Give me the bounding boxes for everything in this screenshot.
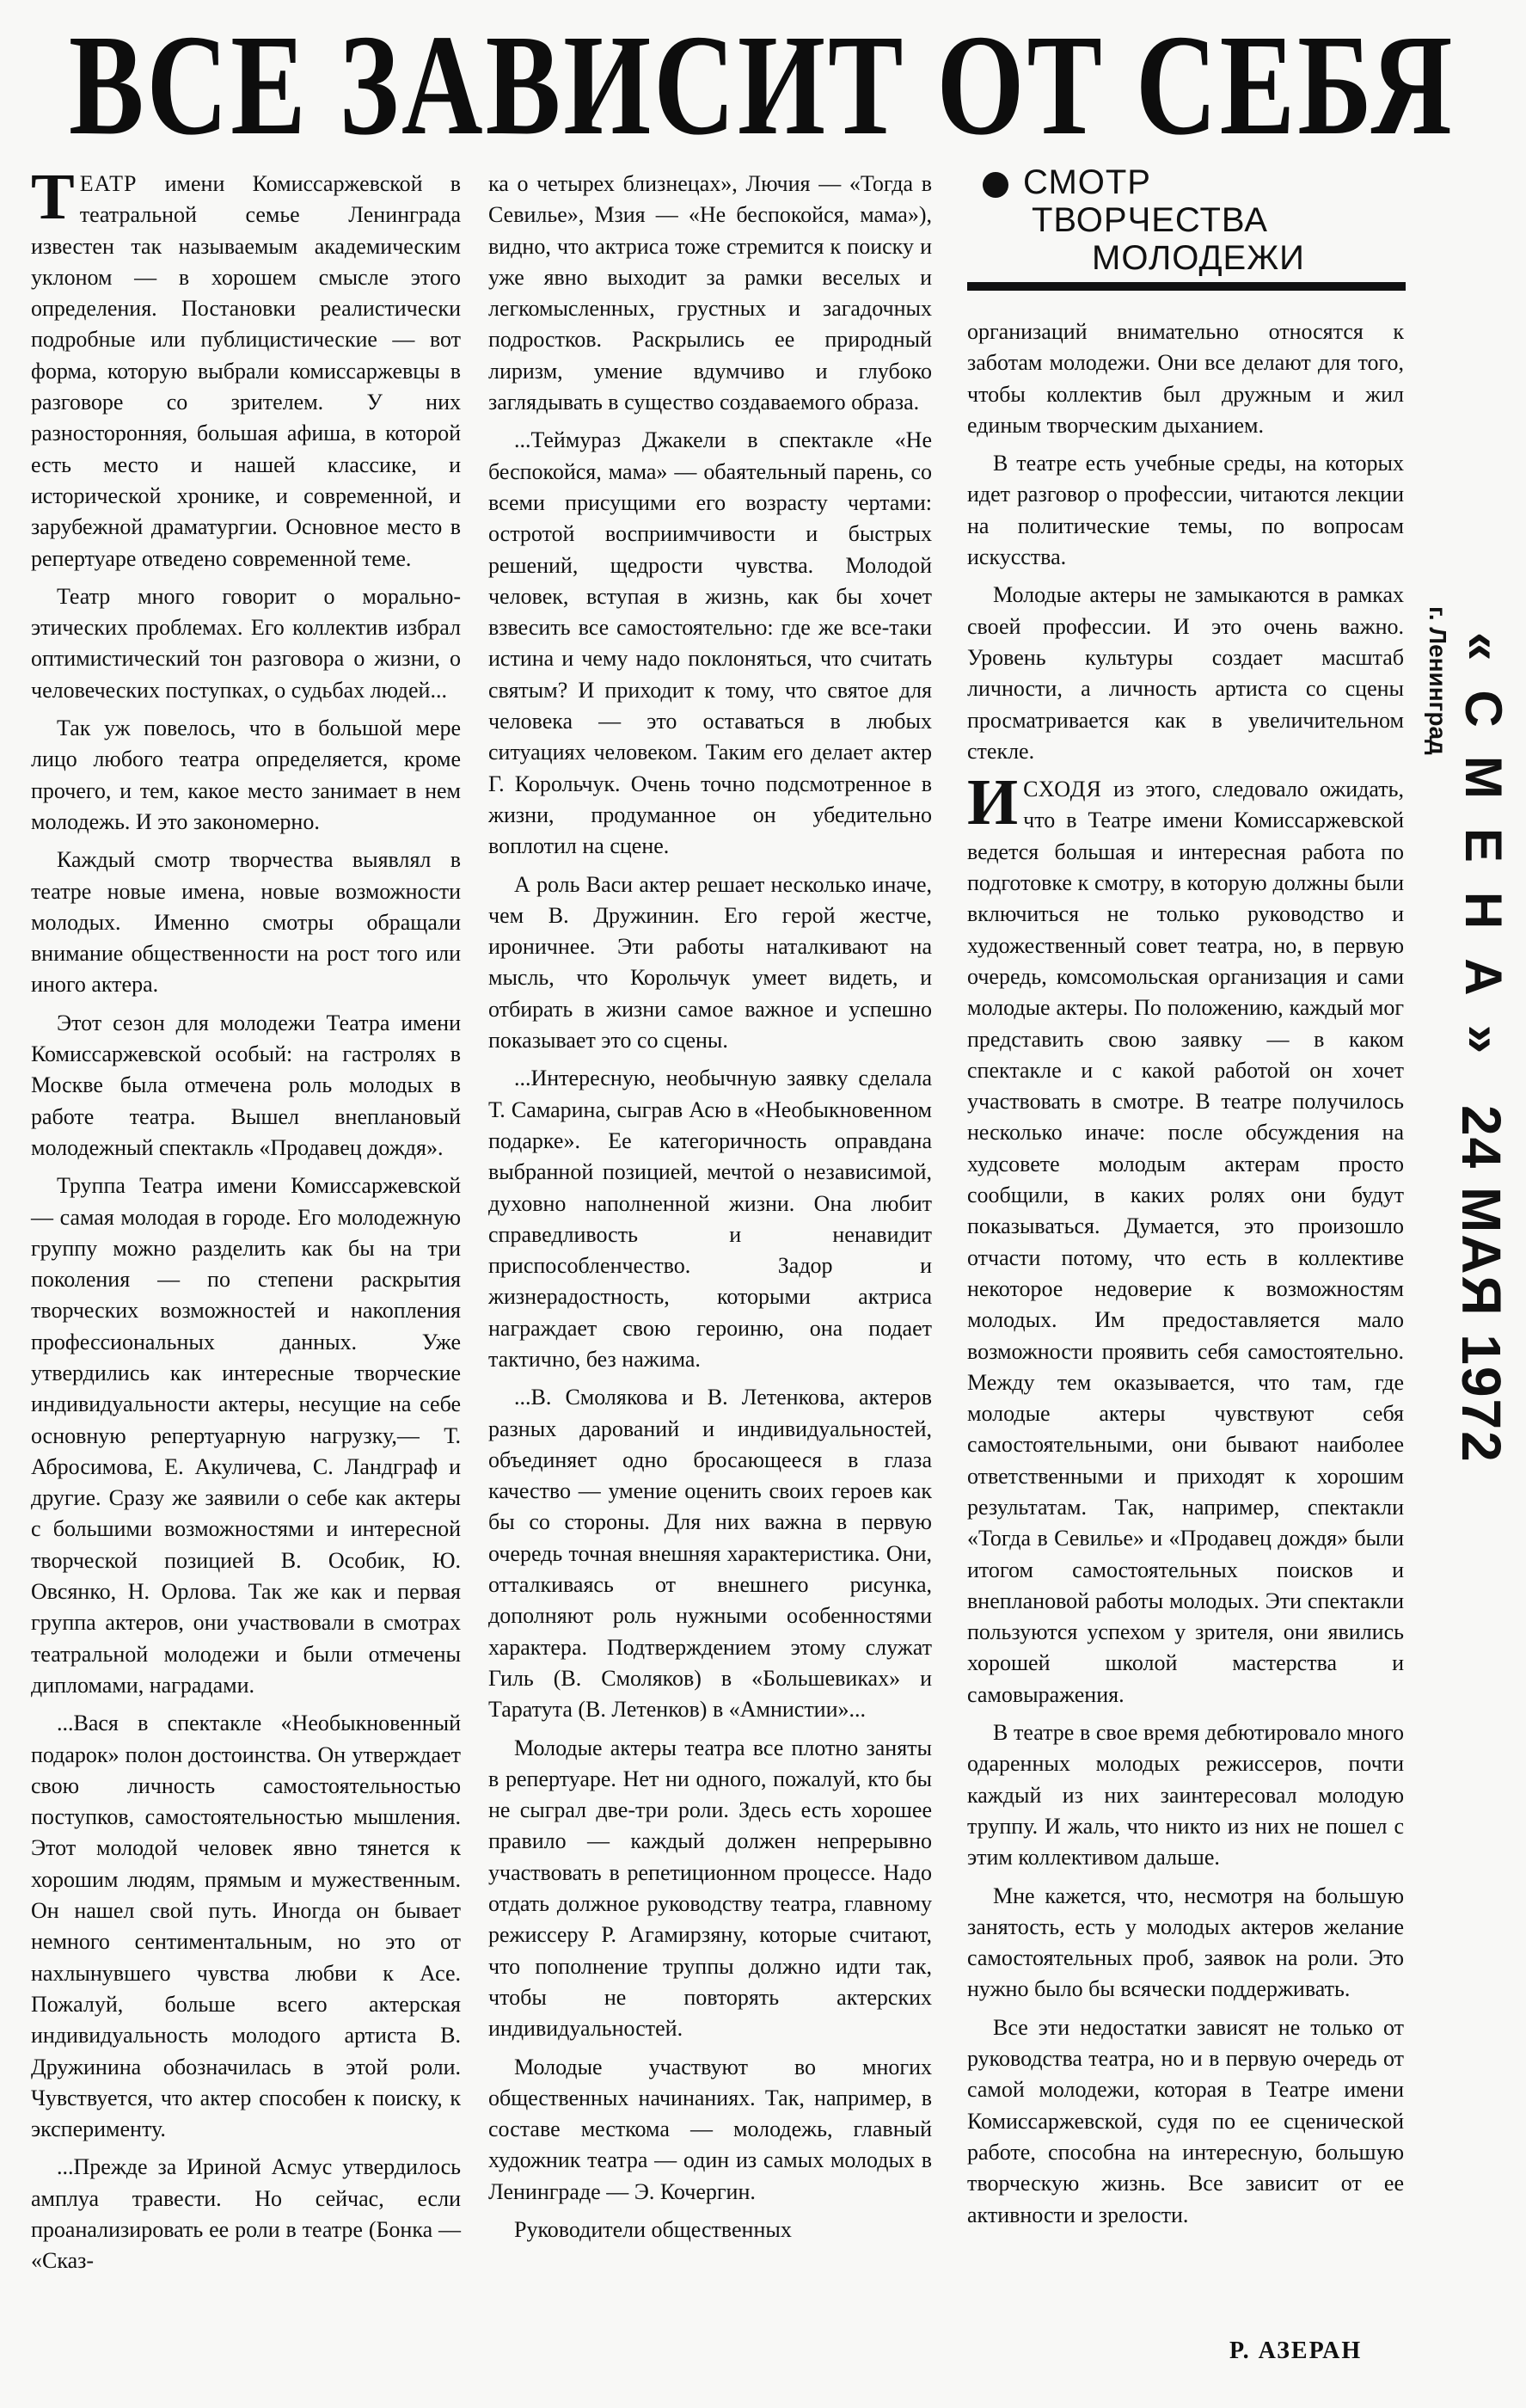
- stamp-date: 24 МАЯ 1972: [1450, 1105, 1512, 1464]
- drop-cap: Т: [31, 161, 75, 233]
- article-paragraph: Молодые актеры не замыкаются в рамках своей профессии. И это очень важно. Уровень культуры создает масштаб личности, а личность артиста со сцены просматривается как в увеличительном стекле.: [967, 582, 1404, 764]
- headline: ВСЕ ЗАВИСИТ ОТ СЕБЯ: [69, 5, 1456, 165]
- article-column-2: [488, 169, 932, 2252]
- article-paragraph: В театре в свое время дебютировало много одаренных молодых режиссеров, почти каждый из них заинтересовал молодую труппу. И жаль, что никто из них не пошел с этим коллективом дальше.: [967, 1720, 1404, 1870]
- article-paragraph: ...Интересную, необычную заявку сделала Т. Самарина, сыграв Асю в «Необыкновенном подарке». Ее категоричность оправдана выбранной позицией, мечтой о независимой, духовно наполненной жизни. Она любит справедливость и ненавидит приспособленчество. Задор и жизнерадостность, которыми актриса награждает свою героиню, она подает тактично, без нажима.: [488, 1066, 932, 1372]
- paragraph-text: имени Комиссаржевской в театральной семье Ленинграда известен так называемым академическим уклоном — в хорошем смысле этого определения. Постановки реалистически подробные или публицистические — вот форма, которую выбрали комиссаржевцы в разговоре со зрителем. У них разносторонняя, большая афиша, в которой есть место и нашей классике, и исторической хронике, и современной, и зарубежной драматургии. Основное место в репертуаре отведено современной теме.: [31, 171, 461, 571]
- article-paragraph: Мне кажется, что, несмотря на большую занятость, есть у молодых актеров желание самостоятельных проб, заявок на роли. Это нужно было бы всячески поддерживать.: [967, 1883, 1404, 2002]
- article-paragraph: ...В. Смолякова и В. Летенкова, актеров разных дарований и индивидуальностей, объединяет одно бросающееся в глаза качество — умение оценить своих героев как бы со стороны. Для них важна в первую очередь точная внешняя характеристика. Они, отталкиваясь от внешнего рисунка, дополняют роль нужными особенностями характера. Подтверждением этому служат Гиль (В. Смоляков) в «Большевиках» и Таратута (В. Летенков) в «Амнистии»...: [488, 1385, 932, 1723]
- lead-word: ЕАТР: [79, 171, 138, 196]
- article-paragraph: Молодые актеры театра все плотно заняты в репертуаре. Нет ни одного, пожалуй, кто бы не сыграл две-три роли. Здесь есть хорошее правило — каждый должен непрерывно участвовать в репетиционном процессе. Надо отдать должное руководству театра, главному режиссеру Р. Агамирзяну, которые считают, что пополнение труппы должно идти так, чтобы не повторять актерских индивидуальностей.: [488, 1735, 932, 2042]
- article-paragraph: Театр много говорит о морально-этических проблемах. Его коллектив избрал оптимистический тон разговора о жизни, о человеческих поступках, о судьбах людей...: [31, 583, 461, 703]
- drop-cap: И: [967, 766, 1019, 839]
- article-paragraph: Молодые участвуют во многих общественных начинаниях. Так, например, в составе месткома — молодежь, главный художник театра — один из самых молодых в Ленинграде — Э. Кочергин.: [488, 2054, 932, 2204]
- rubric-line: МОЛОДЕЖИ: [1092, 239, 1305, 277]
- article-paragraph: ...Вася в спектакле «Необыкновенный подарок» полон достоинства. Он утверждает свою личность самостоятельностью поступков, самостоятельностью мышления. Этот молодой человек явно тянется к хорошим людям, прямым и мужественным. Он нашел свой путь. Иногда он бывает немного сентиментальным, но это от нахлынувшего чувства любви к Асе. Пожалуй, больше всего актерская индивидуальность молодого артиста В. Дружинина обозначилась в этой роли. Чувствуется, что актер способен к поиску, к эксперименту.: [31, 1711, 461, 2142]
- article-paragraph: В театре есть учебные среды, на которых идет разговор о профессии, читаются лекции на политические темы, по вопросам искусства.: [967, 451, 1404, 570]
- paragraph-text: из этого, следовало ожидать, что в Театре имени Комиссаржевской ведется большая и интересная работа по подготовке к смотру, в которую должны были включиться не только руководство и художественный совет театра, но, в первую очередь, комсомольская организация и сами молодые актеры. По положению, каждый мог представить свою заявку — в каком спектакле и с какой работой он хочет участвовать в смотре. В театре получилось несколько иначе: после обсуждения на худсовете молодым актерам просто сообщили, в каких ролях они будут показываться. Думается, это произошло отчасти потому, что есть в коллективе некоторое недоверие к возможностям молодых. Им предоставляется мало возможности проявить себя самостоятельно. Между тем оказывается, что там, где молодые актеры чувствуют себя самостоятельными, они бывают наиболее ответственными и приходят к хорошим результатам. Так, например, спектакли «Тогда в Севилье» и «Продавец дождя» были итогом самостоятельных поисков и внеплановой работы молодых. Эти спектакли пользуются успехом у зрителя, они явились хорошей школой мастерства и самовыражения.: [967, 777, 1404, 1707]
- article-paragraph: [967, 766, 1404, 1711]
- rubric-line: ТВОРЧЕСТВА: [1032, 201, 1268, 239]
- article-paragraph: [31, 161, 461, 574]
- article-paragraph: Каждый смотр творчества выявлял в театре новые имена, новые возможности молодых. Именно смотры обращали внимание общественности на рост того или иного актера.: [31, 847, 461, 998]
- bullet-icon: [983, 172, 1008, 198]
- rubric-divider: [967, 282, 1406, 291]
- article-paragraph: А роль Васи актер решает несколько иначе, чем В. Дружинин. Его герой жестче, ироничнее. Эти работы наталкивают на мысль, что Корольчук умеет видеть, и отбирать в жизни самое важное и успешно показывает это со сцены.: [488, 871, 932, 1054]
- article-paragraph: Этот сезон для молодежи Театра имени Комиссаржевской особый: на гастролях в Москве была отмечена роль молодых в работе театра. Вышел внеплановый молодежный спектакль «Продавец дождя».: [31, 1010, 461, 1160]
- lead-word: СХОДЯ: [1023, 777, 1102, 802]
- article-paragraph: организаций внимательно относятся к заботам молодежи. Они все делают для того, чтобы коллектив был дружным и жил единым творческим дыханием.: [967, 319, 1404, 438]
- article-paragraph: Так уж повелось, что в большой мере лицо любого театра определяется, кроме прочего, и тем, какое место занимает в нем молодежь. И это закономерно.: [31, 716, 461, 834]
- article-paragraph: Все эти недостатки зависят не только от руководства театра, но и в первую очередь от самой молодежи, которая в Театре имени Комиссаржевской, судя по ее сценической работе, способна на интересную, большую творческую жизнь. Все зависит от ее активности и зрелости.: [967, 2014, 1404, 2227]
- stamp-city: г. Ленинград: [1425, 606, 1451, 755]
- section-rubric: [967, 160, 1406, 298]
- article-paragraph: ...Прежде за Ириной Асмус утвердилось амплуа травести. Но сейчас, если проанализировать ее роли в театре (Бонка — «Сказ-: [31, 2154, 461, 2274]
- author-signature: Р. АЗЕРАН: [1229, 2337, 1363, 2364]
- article-paragraph: ка о четырех близнецах», Лючия — «Тогда в Севилье», Мзия — «Не беспокойся, мама»), видно, что актриса тоже стремится к поиску и уже явно выходит за рамки веселых и легкомысленных, грустных и загадочных подростков. Раскрылись ее природный лиризм, умение вдумчиво и глубоко заглядывать в существо создаваемого образа.: [488, 171, 932, 415]
- article-paragraph: ...Теймураз Джакели в спектакле «Не беспокойся, мама» — обаятельный парень, со всеми присущими его возрасту чертами: остротой восприимчивости и быстрых решений, щедрости чувства. Молодой человек, вступая в жизнь, как бы хочет взвесить все самостоятельно: где же все-таки истина и чему надо поклоняться, что считать святым? И приходит к тому, что святое для человека — это оставаться в любых ситуациях человеком. Таким его делает актер Г. Корольчук. Очень точно подсмотренное в жизни, продуманное он убедительно воплотил на сцене.: [488, 427, 932, 859]
- article-column-3: [967, 316, 1404, 2238]
- article-paragraph: Руководители общественных: [514, 2217, 792, 2242]
- stamp-newspaper: «СМЕНА»: [1455, 632, 1512, 1083]
- article-paragraph: Труппа Театра имени Комиссаржевской — самая молодая в городе. Его молодежную группу можно разделить как бы на три поколения — по степени раскрытия творческих возможностей и накопления профессиональных данных. Уже утвердились как интересные творческие индивидуальности актеры, несущие на себе основную репертуарную нагрузку,— Т. Абросимова, Е. Акуличева, С. Ландграф и другие. Сразу же заявили о себе как актеры с большими возможностями и интересной творческой позицией В. Особик, Ю. Овсянко, Н. Орлова. Так же как и первая группа актеров, они участвовали в смотрах театральной молодежи и были отмечены дипломами, наградами.: [31, 1173, 461, 1698]
- rubric-line: СМОТР: [1023, 163, 1151, 201]
- article-column-1: [31, 161, 461, 2284]
